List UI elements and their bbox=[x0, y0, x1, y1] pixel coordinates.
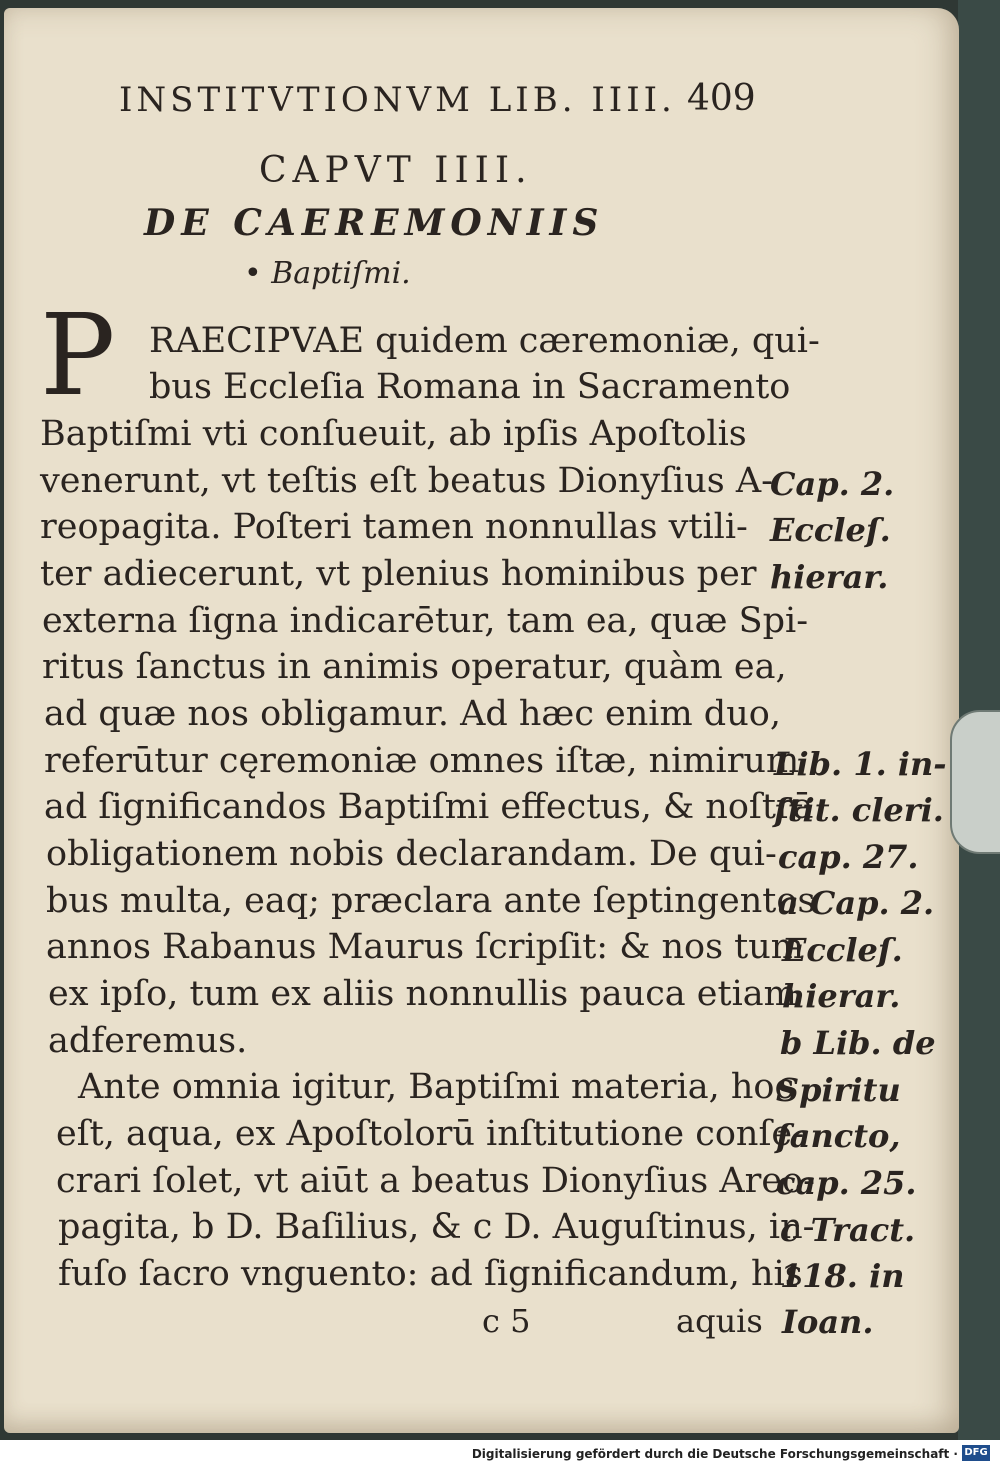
body-line: adferemus. bbox=[48, 1021, 248, 1061]
marginal-note: Cap. 2. bbox=[770, 465, 895, 503]
marginal-note: ſancto, bbox=[776, 1117, 901, 1155]
marginal-note: 118. in bbox=[780, 1257, 905, 1295]
body-line: venerunt, vt teſtis eſt beatus Dionyſius A- bbox=[40, 461, 773, 501]
body-line: Ante omnia igitur, Baptiſmi materia, hoc bbox=[78, 1067, 795, 1107]
dfg-logo: DFG bbox=[962, 1445, 990, 1461]
footer-bar bbox=[0, 1440, 1000, 1468]
body-line: fuſo ſacro vnguento: ad ſignificandum, his bbox=[58, 1254, 803, 1294]
body-line: pagita, b D. Baſilius, & c D. Auguſtinus, in- bbox=[58, 1207, 815, 1247]
body-line: bus Eccleſia Romana in Sacramento bbox=[149, 367, 791, 407]
marginal-note: hierar. bbox=[782, 977, 901, 1015]
chapter-title: DE CAEREMONIIS bbox=[144, 202, 605, 244]
marginal-note: ſtit. cleri. bbox=[774, 791, 944, 829]
body-line: ter adiecerunt, vt plenius hominibus per bbox=[40, 554, 757, 594]
marginal-note: Eccleſ. bbox=[782, 931, 903, 969]
marginal-note: b Lib. de bbox=[780, 1024, 936, 1062]
body-line: crari ſolet, vt aiūt a beatus Dionyſius Areo- bbox=[56, 1161, 815, 1201]
body-line: referūtur cęremoniæ omnes iſtæ, nimirum bbox=[44, 741, 800, 781]
body-line: obligationem nobis declarandam. De qui- bbox=[46, 834, 777, 874]
body-line: eſt, aqua, ex Apoſtolorū inſtitutione conſe- bbox=[56, 1114, 804, 1154]
chapter-subtitle: • Baptiſmi. bbox=[244, 256, 411, 291]
body-line: Baptiſmi vti conſueuit, ab ipſis Apoſtolis bbox=[40, 414, 747, 454]
marginal-note: a Cap. 2. bbox=[778, 884, 935, 922]
running-title: INSTITVTIONVM LIB. IIII. bbox=[119, 80, 676, 120]
body-line: RAECIPVAE quidem cæremoniæ, qui- bbox=[149, 321, 820, 361]
body-line: bus multa, eaq; præclara ante ſeptingentos bbox=[46, 881, 816, 921]
signature-mark: c 5 bbox=[482, 1302, 531, 1340]
marginal-note: Eccleſ. bbox=[770, 511, 891, 549]
marginal-note: cap. 27. bbox=[778, 838, 919, 876]
footer-credit: Digitalisierung gefördert durch die Deutsche Forschungsgemeinschaft · bbox=[471, 1447, 958, 1461]
book-page bbox=[4, 8, 959, 1433]
marginal-note: Lib. 1. in- bbox=[774, 745, 947, 783]
marginal-note: hierar. bbox=[770, 558, 889, 596]
body-line: reopagita. Poſteri tamen nonnullas vtili- bbox=[40, 507, 748, 547]
body-line: annos Rabanus Maurus ſcripſit: & nos tum bbox=[46, 927, 804, 967]
catchword: aquis bbox=[676, 1302, 763, 1340]
marginal-note: c Tract. bbox=[780, 1211, 916, 1249]
marginal-note: cap. 25. bbox=[776, 1164, 917, 1202]
page-number: 409 bbox=[687, 78, 756, 119]
body-line: externa ſigna indicarētur, tam ea, quæ Spi- bbox=[42, 601, 809, 641]
chapter-heading: CAPVT IIII. bbox=[259, 150, 533, 191]
marginal-note: Ioan. bbox=[782, 1303, 874, 1341]
book-clasp bbox=[950, 710, 1000, 854]
body-line: ritus ſanctus in animis operatur, quàm ea, bbox=[42, 647, 787, 687]
marginal-note: Spiritu bbox=[776, 1071, 901, 1109]
body-line: ex ipſo, tum ex aliis nonnullis pauca etiam bbox=[48, 974, 797, 1014]
drop-capital: P bbox=[40, 291, 116, 421]
body-line: ad quæ nos obligamur. Ad hæc enim duo, bbox=[44, 694, 781, 734]
body-line: ad ſignificandos Baptiſmi effectus, & noſtrā bbox=[44, 787, 814, 827]
